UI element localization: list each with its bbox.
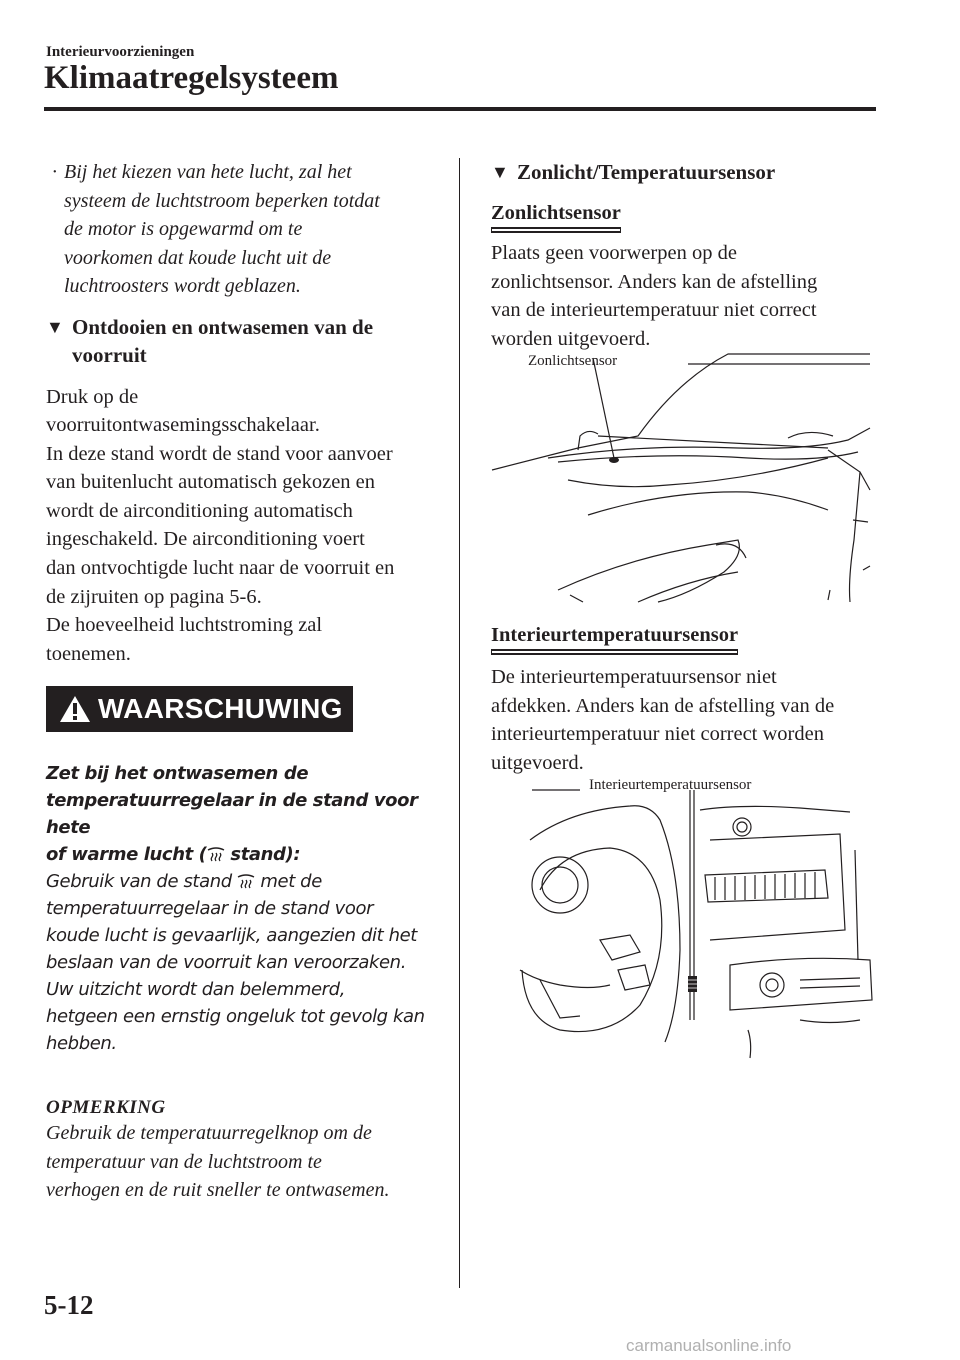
- sensor-heading: [491, 158, 881, 186]
- warning-badge-label: WAARSCHUWING: [98, 693, 343, 725]
- sun-sensor-subheading: Zonlichtsensor: [491, 202, 621, 229]
- warning-heading-line: [46, 841, 442, 868]
- interior-sensor-illustration: [500, 780, 880, 1060]
- bullet-line: de motor is opgewarmd om te: [64, 218, 303, 240]
- triangle-down-icon: ▼: [46, 316, 64, 337]
- body-line: van de interieurtemperatuur niet correct: [491, 299, 817, 322]
- header-rule: [44, 107, 876, 111]
- section-label: Interieurvoorzieningen: [46, 44, 195, 60]
- body-line: uitgevoerd.: [491, 751, 584, 774]
- left-column: [46, 158, 442, 1205]
- heading-line: Zonlicht/Temperatuursensor: [517, 160, 776, 184]
- bullet-line: luchtroosters wordt geblazen.: [64, 275, 301, 297]
- warning-heading: [46, 760, 442, 868]
- body-line: wordt de airconditioning automatisch: [46, 499, 353, 522]
- interior-sensor-figure-label: Interieurtemperatuursensor: [589, 777, 752, 793]
- warning-body-line: temperatuurregelaar in de stand voor: [46, 898, 374, 920]
- right-column: [491, 158, 881, 353]
- body-line: afdekken. Anders kan de afstelling van de: [491, 694, 835, 717]
- body-line: worden uitgevoerd.: [491, 327, 651, 350]
- note-heading: OPMERKING: [46, 1097, 166, 1119]
- note-line: Gebruik de temperatuurregelknop om de: [46, 1122, 372, 1145]
- warning-body: [46, 868, 442, 1057]
- bullet-line: voorkomen dat koude lucht uit de: [64, 246, 332, 269]
- sun-sensor-illustration: [488, 340, 878, 605]
- warning-badge: [46, 686, 353, 732]
- bullet-dot: ·: [52, 161, 57, 183]
- hot-air-bullet: [46, 158, 442, 301]
- body-line: de zijruiten op pagina 5-6.: [46, 585, 262, 608]
- warning-body-text: Gebruik van de stand: [46, 871, 238, 893]
- defrost-heading: [46, 313, 442, 369]
- windshield-defrost-icon: [237, 873, 255, 889]
- interior-sensor-body: [491, 663, 881, 777]
- warning-body-line: hetgeen een ernstig ongeluk tot gevolg kan: [46, 1006, 425, 1028]
- body-line: De hoeveelheid luchtstroming zal: [46, 614, 323, 637]
- body-line: interieurtemperatuur niet correct worden: [491, 723, 824, 746]
- defrost-body: [46, 383, 442, 669]
- heading-line: Ontdooien en ontwasemen van de: [72, 314, 374, 339]
- body-line: van buitenlucht automatisch gekozen en: [46, 471, 376, 494]
- warning-heading-text: stand):: [224, 844, 301, 866]
- note-line: verhogen en de ruit sneller te ontwasemen.: [46, 1179, 390, 1202]
- body-line: De interieurtemperatuursensor niet: [491, 666, 777, 688]
- warning-body-line: koude lucht is gevaarlijk, aangezien dit het: [46, 925, 417, 947]
- triangle-down-icon: ▼: [491, 162, 509, 182]
- heading-line: voorruit: [72, 342, 147, 367]
- warning-content: [46, 760, 442, 1057]
- windshield-defrost-icon: [207, 846, 225, 862]
- body-line: In deze stand wordt de stand voor aanvoer: [46, 442, 393, 465]
- bullet-line: Bij het kiezen van hete lucht, zal het: [64, 161, 352, 183]
- interior-sensor-subheading: Interieurtemperatuursensor: [491, 624, 738, 651]
- body-line: toenemen.: [46, 642, 131, 665]
- interior-sensor-section: [491, 624, 881, 777]
- page-title: Klimaatregelsysteem: [44, 60, 339, 96]
- body-line: zonlichtsensor. Anders kan de afstelling: [491, 270, 818, 293]
- warning-heading-text: of warme lucht (: [46, 844, 207, 866]
- body-line: dan ontvochtigde lucht naar de voorruit en: [46, 557, 395, 580]
- warning-heading-line: temperatuurregelaar in de stand voor hete: [46, 790, 418, 839]
- column-divider: [459, 158, 460, 1288]
- note: [46, 1097, 442, 1205]
- bullet-line: systeem de luchtstroom beperken totdat: [64, 189, 380, 212]
- note-line: temperatuur van de luchtstroom te: [46, 1150, 322, 1173]
- warning-body-text: met de: [255, 871, 322, 893]
- warning-body-line: hebben.: [46, 1033, 117, 1055]
- warning-triangle-icon: [58, 694, 92, 724]
- body-line: voorruitontwasemingsschakelaar.: [46, 414, 320, 437]
- sun-sensor-figure-label: Zonlichtsensor: [528, 353, 618, 369]
- warning-body-line: Uw uitzicht wordt dan belemmerd,: [46, 979, 346, 1001]
- note-body: [46, 1119, 442, 1205]
- warning-body-line: beslaan van de voorruit kan veroorzaken.: [46, 952, 407, 974]
- warning-body-line: [46, 868, 442, 895]
- sun-sensor-body: [491, 239, 881, 353]
- body-line: Druk op de: [46, 385, 139, 408]
- watermark: carmanualsonline.info: [626, 1336, 792, 1355]
- page-number: 5-12: [44, 1290, 94, 1320]
- body-line: ingeschakeld. De airconditioning voert: [46, 528, 365, 551]
- warning-heading-line: Zet bij het ontwasemen de: [46, 763, 309, 785]
- body-line: Plaats geen voorwerpen op de: [491, 242, 737, 264]
